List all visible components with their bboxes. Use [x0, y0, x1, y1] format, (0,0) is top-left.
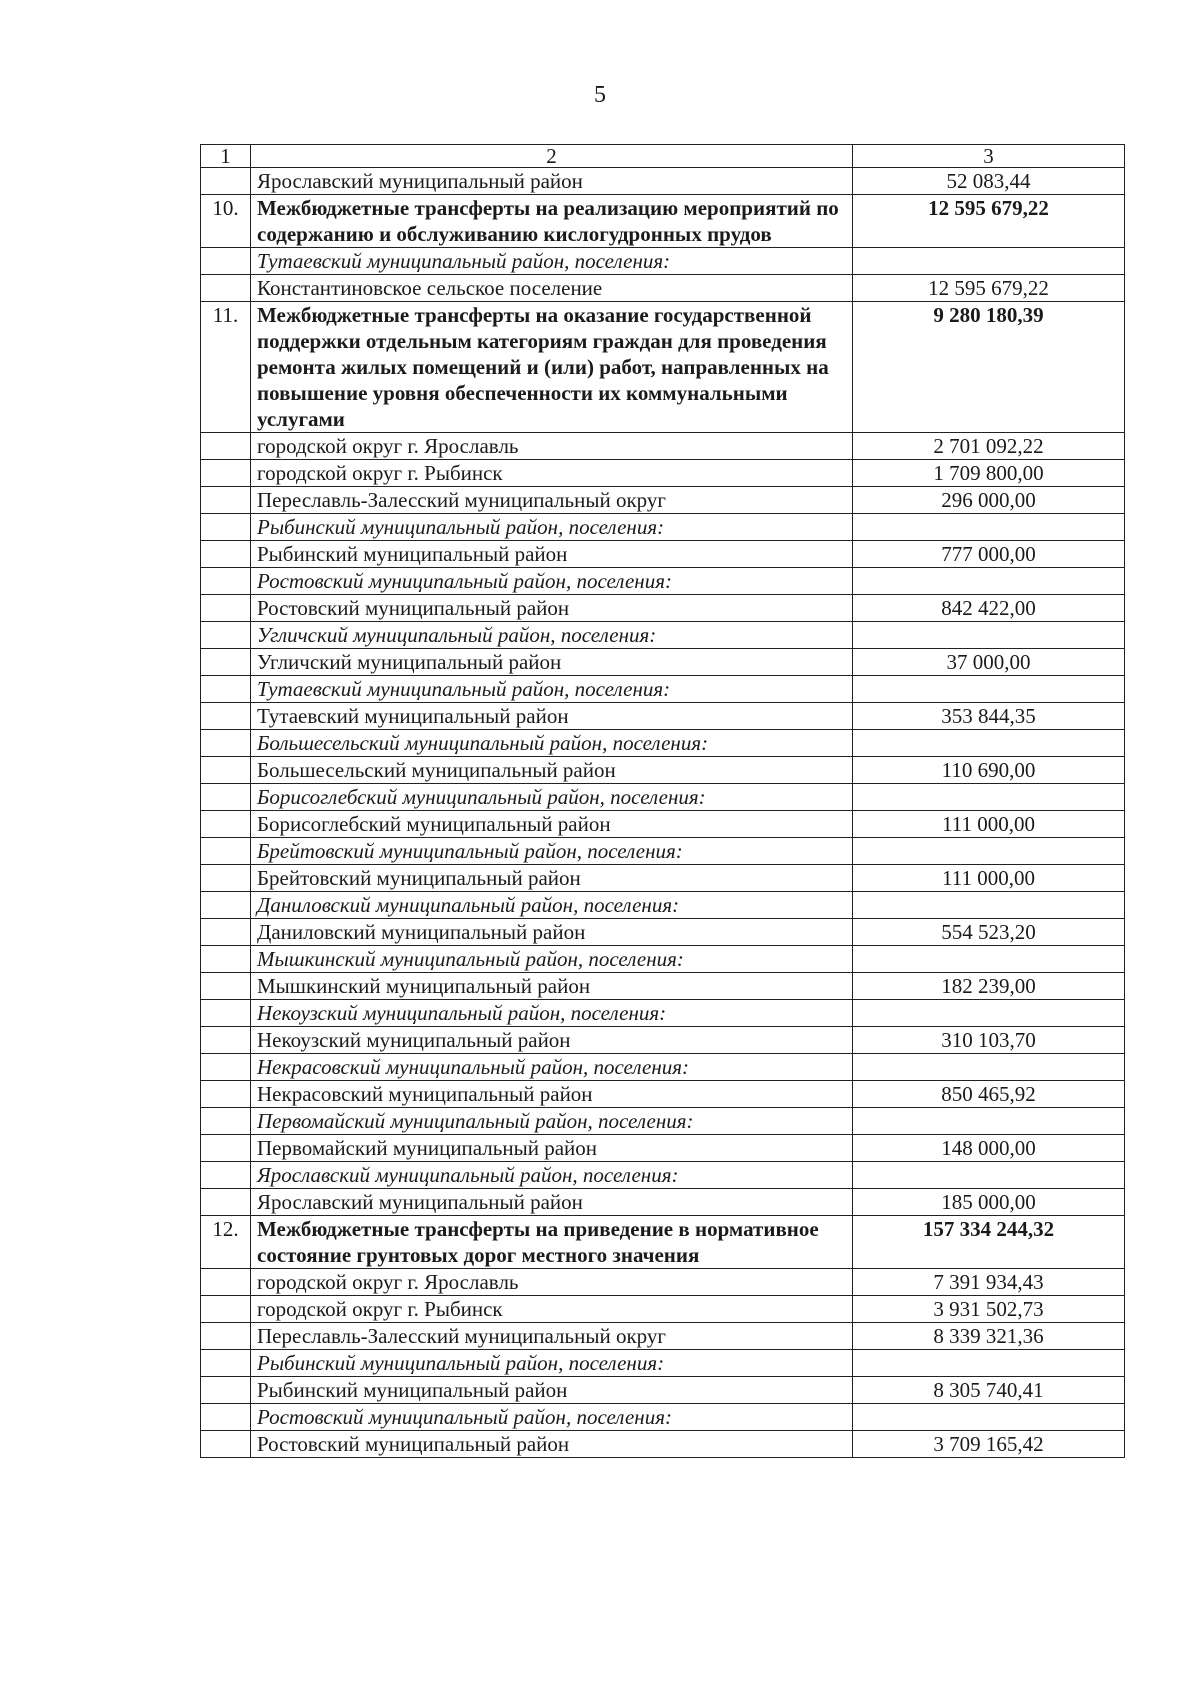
- row-number: [201, 1269, 251, 1296]
- row-amount: 12 595 679,22: [853, 195, 1125, 248]
- row-amount: 1 709 800,00: [853, 460, 1125, 487]
- subheading-row: [201, 622, 1125, 649]
- row-amount: 3 931 502,73: [853, 1296, 1125, 1323]
- row-number: [201, 865, 251, 892]
- row-amount: [853, 1108, 1125, 1135]
- subheading-row: [201, 946, 1125, 973]
- table-row: [201, 433, 1125, 460]
- row-name: Константиновское сельское поселение: [251, 275, 853, 302]
- table-row: [201, 487, 1125, 514]
- subheading-row: [201, 1350, 1125, 1377]
- row-amount: 842 422,00: [853, 595, 1125, 622]
- subheading-row: [201, 248, 1125, 275]
- column-header-3: 3: [853, 145, 1125, 168]
- row-number: [201, 1350, 251, 1377]
- row-number: [201, 730, 251, 757]
- row-name: городской округ г. Рыбинск: [251, 1296, 853, 1323]
- subheading-row: [201, 730, 1125, 757]
- row-amount: [853, 676, 1125, 703]
- table-row: [201, 1135, 1125, 1162]
- row-name: Ярославский муниципальный район, поселения:: [251, 1162, 853, 1189]
- table-row: [201, 1323, 1125, 1350]
- row-number: [201, 784, 251, 811]
- row-name: Некрасовский муниципальный район, поселения:: [251, 1054, 853, 1081]
- row-name: Рыбинский муниципальный район: [251, 1377, 853, 1404]
- row-number: 10.: [201, 195, 251, 248]
- row-number: [201, 703, 251, 730]
- row-amount: 148 000,00: [853, 1135, 1125, 1162]
- row-name: Межбюджетные трансферты на оказание государственной поддержки отдельным категориям граждан для проведения ремонта жилых помещений и (или) работ, направленных на повышение уровня обеспеченности их коммунальными услугами: [251, 302, 853, 433]
- subheading-row: [201, 1108, 1125, 1135]
- row-number: [201, 757, 251, 784]
- row-name: Рыбинский муниципальный район: [251, 541, 853, 568]
- row-amount: [853, 514, 1125, 541]
- row-amount: [853, 784, 1125, 811]
- row-amount: 777 000,00: [853, 541, 1125, 568]
- row-name: Ярославский муниципальный район: [251, 1189, 853, 1216]
- table-row: [201, 595, 1125, 622]
- row-number: [201, 168, 251, 195]
- row-number: [201, 919, 251, 946]
- row-amount: [853, 1404, 1125, 1431]
- subheading-row: [201, 514, 1125, 541]
- table-row: [201, 275, 1125, 302]
- row-amount: [853, 1162, 1125, 1189]
- row-amount: [853, 1054, 1125, 1081]
- row-number: [201, 838, 251, 865]
- row-name: Большесельский муниципальный район: [251, 757, 853, 784]
- row-number: [201, 1000, 251, 1027]
- table-row: [201, 1027, 1125, 1054]
- row-amount: 554 523,20: [853, 919, 1125, 946]
- section-row: [201, 302, 1125, 433]
- row-name: Рыбинский муниципальный район, поселения:: [251, 1350, 853, 1377]
- row-name: Рыбинский муниципальный район, поселения:: [251, 514, 853, 541]
- row-number: [201, 1323, 251, 1350]
- row-number: [201, 1431, 251, 1458]
- row-number: 11.: [201, 302, 251, 433]
- row-number: [201, 595, 251, 622]
- row-amount: 185 000,00: [853, 1189, 1125, 1216]
- row-name: Некоузский муниципальный район, поселения:: [251, 1000, 853, 1027]
- table-row: [201, 649, 1125, 676]
- column-header-1: 1: [201, 145, 251, 168]
- table-row: [201, 460, 1125, 487]
- table-row: [201, 1296, 1125, 1323]
- row-name: Даниловский муниципальный район, поселения:: [251, 892, 853, 919]
- row-amount: 310 103,70: [853, 1027, 1125, 1054]
- row-number: [201, 1162, 251, 1189]
- row-name: городской округ г. Ярославль: [251, 433, 853, 460]
- row-name: городской округ г. Ярославль: [251, 1269, 853, 1296]
- table-row: [201, 919, 1125, 946]
- subheading-row: [201, 784, 1125, 811]
- row-name: Мышкинский муниципальный район: [251, 973, 853, 1000]
- row-number: [201, 568, 251, 595]
- row-number: [201, 1296, 251, 1323]
- row-amount: 110 690,00: [853, 757, 1125, 784]
- subheading-row: [201, 676, 1125, 703]
- row-number: [201, 649, 251, 676]
- row-name: Большесельский муниципальный район, поселения:: [251, 730, 853, 757]
- row-number: [201, 248, 251, 275]
- row-amount: 37 000,00: [853, 649, 1125, 676]
- row-amount: 3 709 165,42: [853, 1431, 1125, 1458]
- table-row: [201, 168, 1125, 195]
- row-amount: [853, 1350, 1125, 1377]
- row-number: [201, 1377, 251, 1404]
- row-name: Переславль-Залесский муниципальный округ: [251, 1323, 853, 1350]
- row-amount: 157 334 244,32: [853, 1216, 1125, 1269]
- row-amount: 182 239,00: [853, 973, 1125, 1000]
- row-amount: 2 701 092,22: [853, 433, 1125, 460]
- row-name: Ростовский муниципальный район: [251, 1431, 853, 1458]
- subheading-row: [201, 568, 1125, 595]
- row-name: Ростовский муниципальный район, поселения:: [251, 1404, 853, 1431]
- table-row: [201, 1431, 1125, 1458]
- column-header-2: 2: [251, 145, 853, 168]
- table-row: [201, 541, 1125, 568]
- row-amount: [853, 248, 1125, 275]
- table-row: [201, 1081, 1125, 1108]
- row-number: [201, 1081, 251, 1108]
- row-amount: 8 339 321,36: [853, 1323, 1125, 1350]
- row-name: Переславль-Залесский муниципальный округ: [251, 487, 853, 514]
- row-name: Борисоглебский муниципальный район: [251, 811, 853, 838]
- subheading-row: [201, 1162, 1125, 1189]
- row-name: городской округ г. Рыбинск: [251, 460, 853, 487]
- row-name: Брейтовский муниципальный район: [251, 865, 853, 892]
- row-number: [201, 1054, 251, 1081]
- row-number: [201, 1108, 251, 1135]
- row-amount: [853, 622, 1125, 649]
- row-name: Некоузский муниципальный район: [251, 1027, 853, 1054]
- subheading-row: [201, 838, 1125, 865]
- row-name: Межбюджетные трансферты на реализацию мероприятий по содержанию и обслуживанию кислогудронных прудов: [251, 195, 853, 248]
- row-name: Тутаевский муниципальный район, поселения:: [251, 248, 853, 275]
- row-amount: 111 000,00: [853, 811, 1125, 838]
- row-number: [201, 811, 251, 838]
- table-row: [201, 973, 1125, 1000]
- subheading-row: [201, 1404, 1125, 1431]
- row-number: [201, 892, 251, 919]
- row-number: [201, 622, 251, 649]
- row-name: Ярославский муниципальный район: [251, 168, 853, 195]
- subheading-row: [201, 1054, 1125, 1081]
- subheading-row: [201, 1000, 1125, 1027]
- row-name: Межбюджетные трансферты на приведение в нормативное состояние грунтовых дорог местного значения: [251, 1216, 853, 1269]
- row-number: [201, 275, 251, 302]
- row-number: [201, 1404, 251, 1431]
- row-name: Ростовский муниципальный район: [251, 595, 853, 622]
- table-row: [201, 1189, 1125, 1216]
- subheading-row: [201, 892, 1125, 919]
- row-number: [201, 676, 251, 703]
- row-amount: 111 000,00: [853, 865, 1125, 892]
- row-amount: 52 083,44: [853, 168, 1125, 195]
- table-row: [201, 703, 1125, 730]
- row-number: [201, 1027, 251, 1054]
- row-amount: 7 391 934,43: [853, 1269, 1125, 1296]
- row-number: [201, 514, 251, 541]
- row-amount: [853, 730, 1125, 757]
- table-row: [201, 811, 1125, 838]
- row-amount: 353 844,35: [853, 703, 1125, 730]
- row-amount: 12 595 679,22: [853, 275, 1125, 302]
- row-number: [201, 946, 251, 973]
- row-amount: [853, 838, 1125, 865]
- row-name: Некрасовский муниципальный район: [251, 1081, 853, 1108]
- row-number: [201, 460, 251, 487]
- page-number: 5: [594, 82, 606, 108]
- row-number: 12.: [201, 1216, 251, 1269]
- table-row: [201, 1377, 1125, 1404]
- budget-table: [200, 144, 1125, 1458]
- row-number: [201, 973, 251, 1000]
- row-amount: 8 305 740,41: [853, 1377, 1125, 1404]
- row-name: Тутаевский муниципальный район, поселения:: [251, 676, 853, 703]
- row-number: [201, 433, 251, 460]
- row-amount: [853, 1000, 1125, 1027]
- row-amount: 850 465,92: [853, 1081, 1125, 1108]
- table-header-row: [201, 145, 1125, 168]
- row-number: [201, 1135, 251, 1162]
- row-name: Даниловский муниципальный район: [251, 919, 853, 946]
- section-row: [201, 1216, 1125, 1269]
- section-row: [201, 195, 1125, 248]
- row-name: Угличский муниципальный район: [251, 649, 853, 676]
- row-amount: [853, 892, 1125, 919]
- row-name: Борисоглебский муниципальный район, поселения:: [251, 784, 853, 811]
- row-name: Ростовский муниципальный район, поселения:: [251, 568, 853, 595]
- table-row: [201, 865, 1125, 892]
- row-name: Мышкинский муниципальный район, поселения:: [251, 946, 853, 973]
- row-name: Брейтовский муниципальный район, поселения:: [251, 838, 853, 865]
- row-number: [201, 487, 251, 514]
- row-amount: 296 000,00: [853, 487, 1125, 514]
- row-amount: [853, 568, 1125, 595]
- row-name: Первомайский муниципальный район, поселения:: [251, 1108, 853, 1135]
- row-name: Угличский муниципальный район, поселения:: [251, 622, 853, 649]
- row-amount: [853, 946, 1125, 973]
- row-name: Первомайский муниципальный район: [251, 1135, 853, 1162]
- row-amount: 9 280 180,39: [853, 302, 1125, 433]
- table-row: [201, 757, 1125, 784]
- row-number: [201, 1189, 251, 1216]
- row-number: [201, 541, 251, 568]
- table-row: [201, 1269, 1125, 1296]
- row-name: Тутаевский муниципальный район: [251, 703, 853, 730]
